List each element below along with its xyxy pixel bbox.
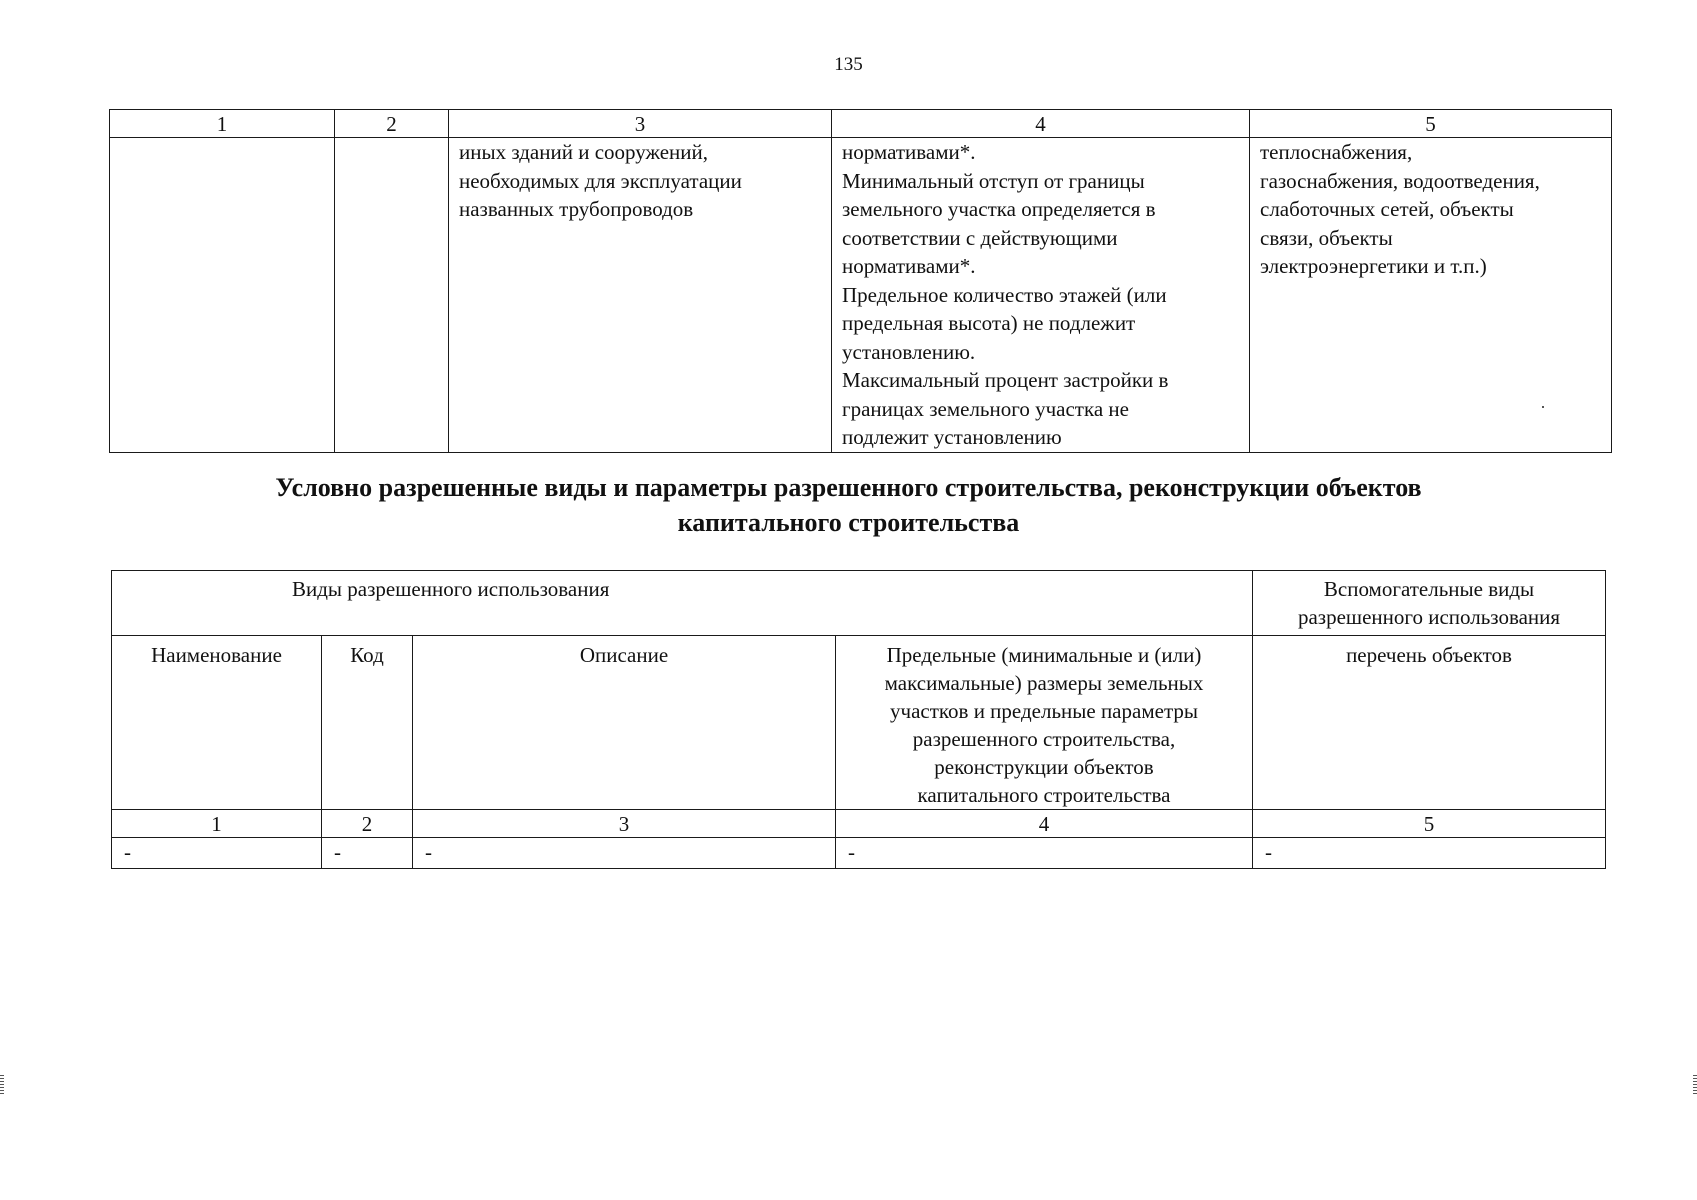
column-number-cell: 5 — [1253, 810, 1606, 838]
table-row — [112, 838, 1606, 869]
column-number-cell: 2 — [322, 810, 413, 838]
empty-value-cell: - — [836, 838, 1253, 869]
column-names-row — [112, 636, 1606, 810]
table-row — [110, 138, 1612, 453]
name-cell — [110, 138, 335, 453]
section-heading-line-2: капитального строительства — [677, 508, 1020, 537]
parameters-cell: нормативами*. Минимальный отступ от границы земельного участка определяется в соответствии с действующими нормативами*. Предельное количество этажей (или предельная высота) не подлежит установлению. Максимальный процент застройки в границах земельного участка не подлежит установлению — [832, 138, 1250, 453]
column-header-limits: Предельные (минимальные и (или) максимальные) размеры земельных участков и предельные параметры разрешенного строительства, реконструкции объектов капитального строительства — [836, 636, 1253, 810]
column-number-row — [112, 810, 1606, 838]
column-number-cell: 1 — [112, 810, 322, 838]
column-header-description: Описание — [413, 636, 836, 810]
column-header-code: Код — [322, 636, 413, 810]
scan-artifact — [1542, 406, 1544, 408]
conditional-uses-table — [111, 570, 1606, 869]
column-header-name: Наименование — [112, 636, 322, 810]
column-number-cell: 3 — [449, 110, 832, 138]
page-number: 135 — [834, 54, 863, 75]
description-cell: иных зданий и сооружений, необходимых для эксплуатации названных трубопроводов — [449, 138, 832, 453]
column-header-objects-list: перечень объектов — [1253, 636, 1606, 810]
column-number-cell: 2 — [335, 110, 449, 138]
column-number-cell: 4 — [836, 810, 1253, 838]
section-heading-line-1: Условно разрешенные виды и параметры разрешенного строительства, реконструкции объектов — [275, 473, 1422, 502]
table-header-row — [112, 571, 1606, 636]
auxiliary-uses-header: Вспомогательные виды разрешенного использования — [1253, 571, 1606, 636]
permitted-uses-header: Виды разрешенного использования — [112, 571, 1253, 636]
scan-edge-mark — [1693, 1075, 1697, 1095]
code-cell — [335, 138, 449, 453]
column-number-cell: 1 — [110, 110, 335, 138]
section-heading — [0, 470, 1697, 540]
column-number-row — [110, 110, 1612, 138]
column-number-cell: 3 — [413, 810, 836, 838]
empty-value-cell: - — [322, 838, 413, 869]
empty-value-cell: - — [413, 838, 836, 869]
scan-edge-mark — [0, 1075, 4, 1095]
auxiliary-objects-cell: теплоснабжения, газоснабжения, водоотведения, слаботочных сетей, объекты связи, объекты электроэнергетики и т.п.) — [1250, 138, 1612, 453]
continuation-table — [109, 109, 1612, 453]
empty-value-cell: - — [112, 838, 322, 869]
empty-value-cell: - — [1253, 838, 1606, 869]
column-number-cell: 4 — [832, 110, 1250, 138]
column-number-cell: 5 — [1250, 110, 1612, 138]
